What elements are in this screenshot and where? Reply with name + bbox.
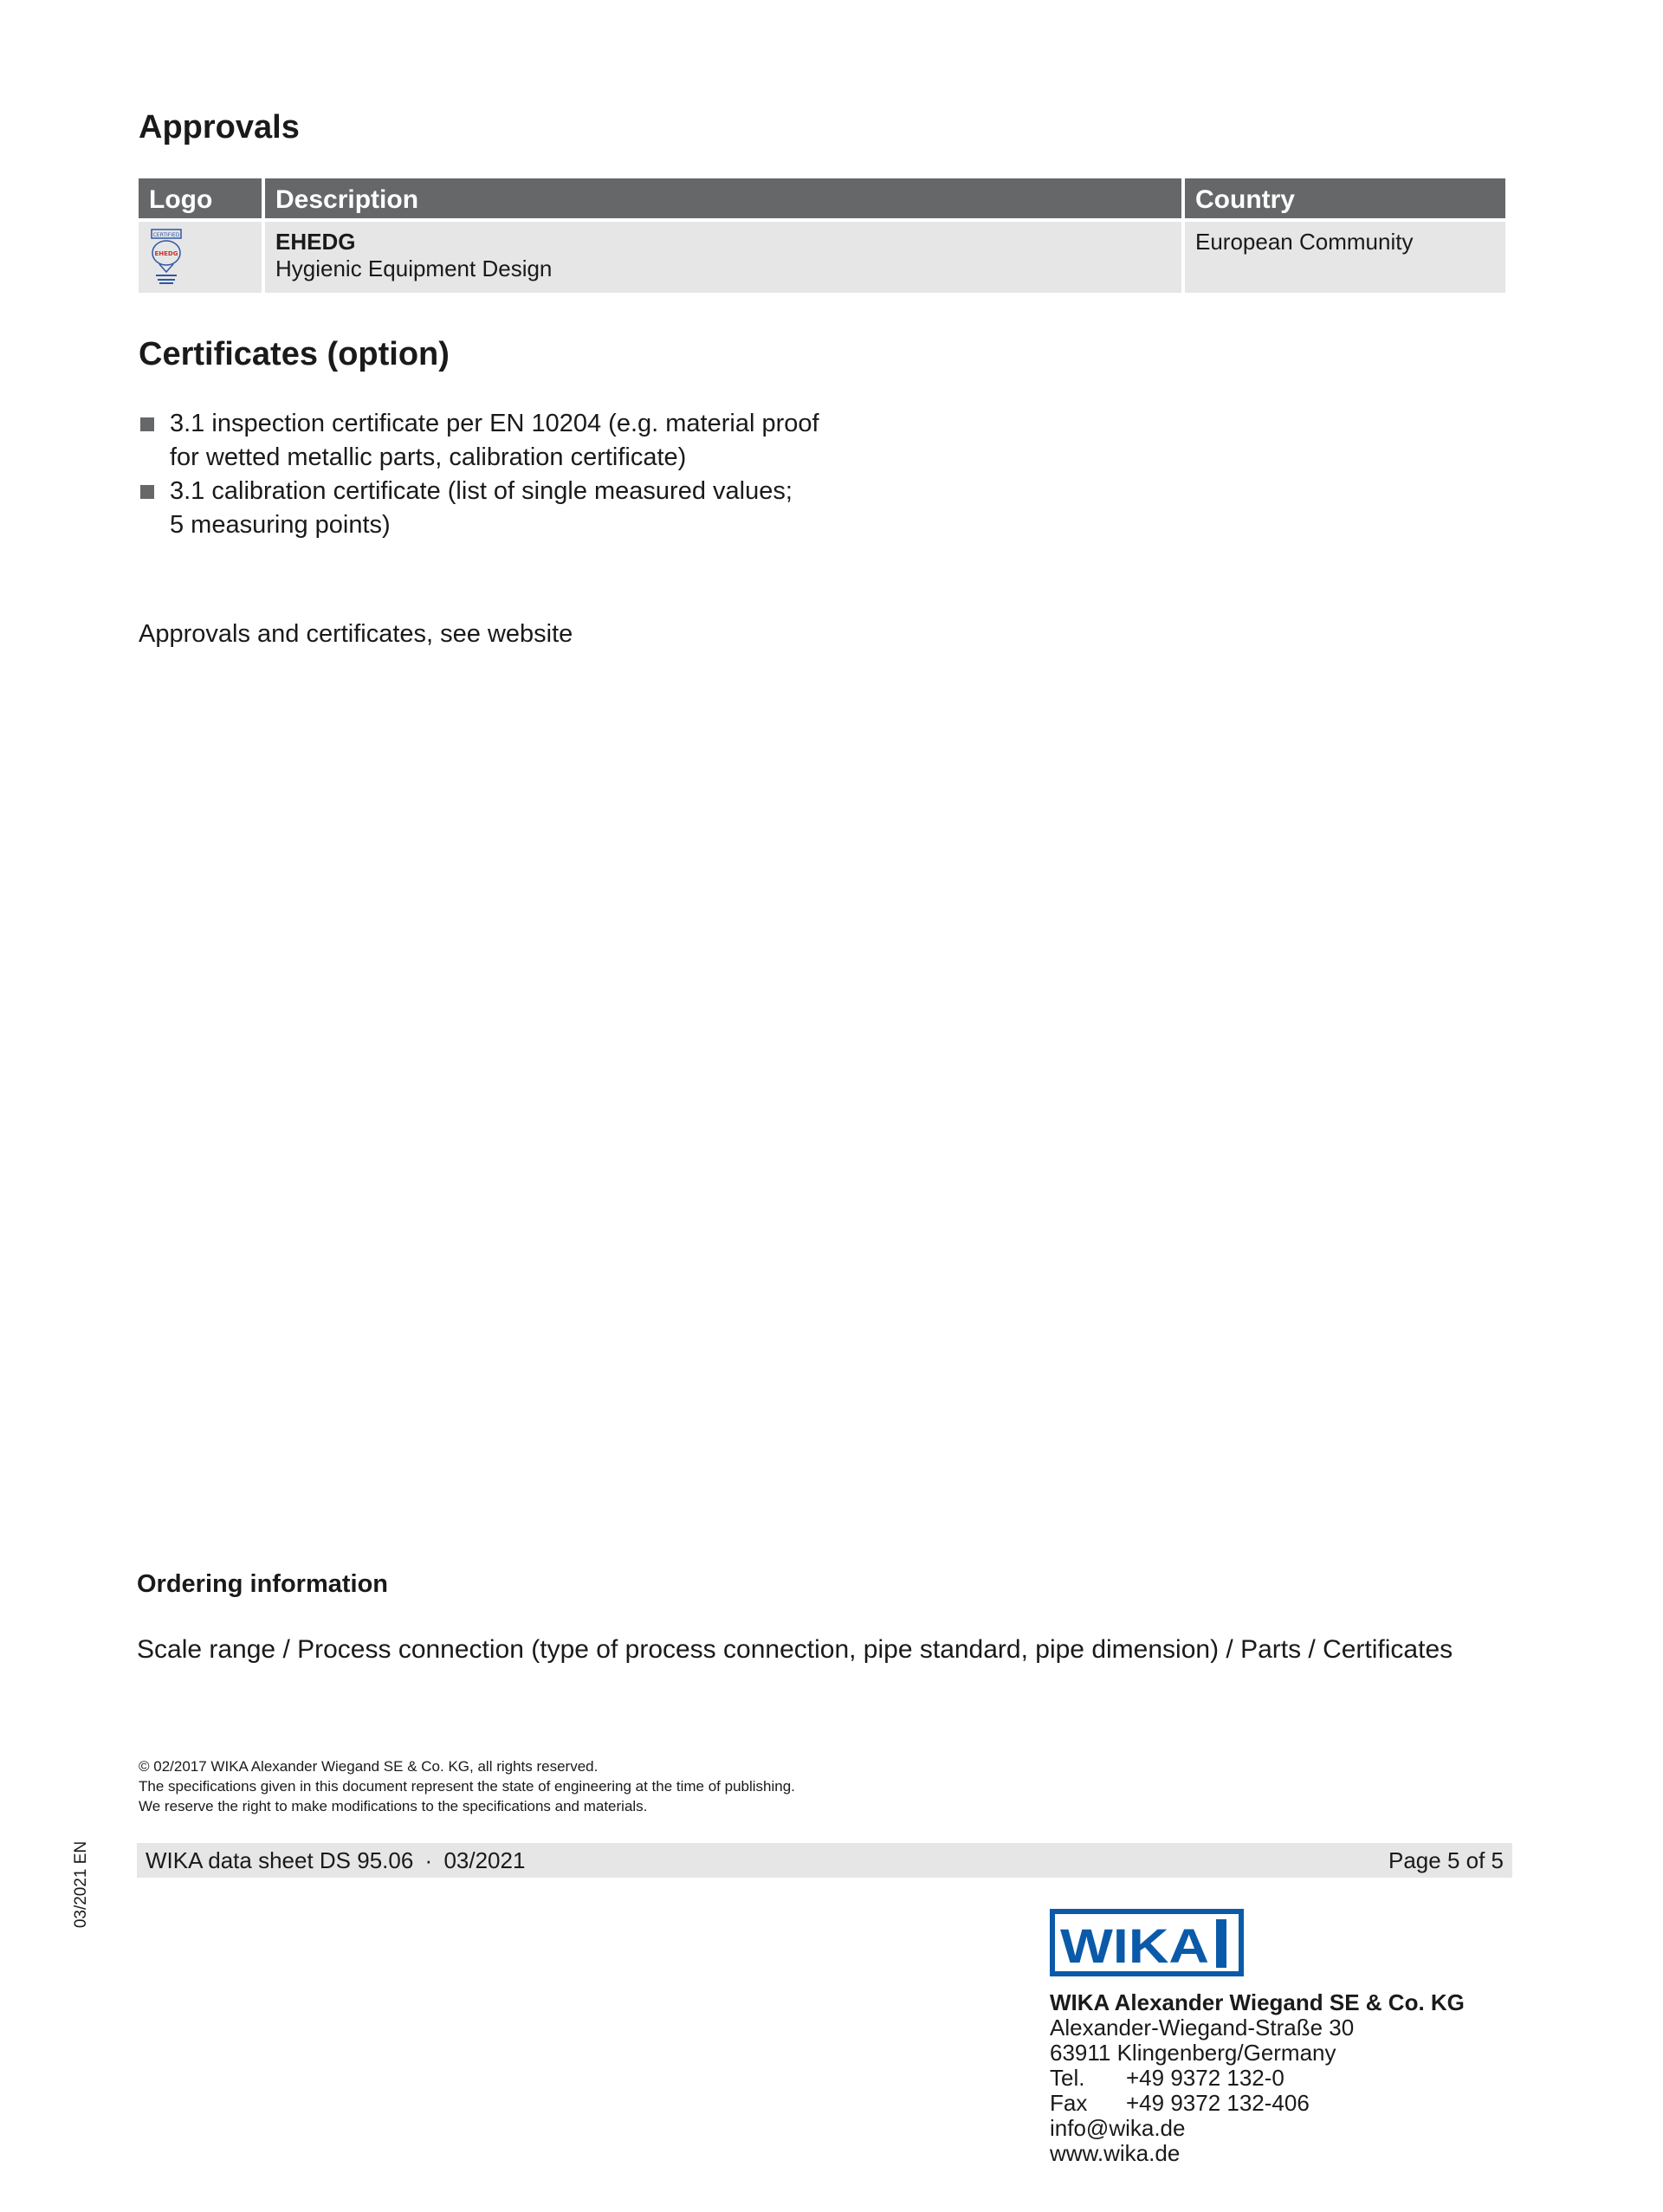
- column-header-description: Description: [265, 178, 1181, 218]
- list-item-line: 5 measuring points): [170, 511, 391, 539]
- approval-description: Hygienic Equipment Design: [275, 255, 553, 281]
- country-cell: European Community: [1185, 218, 1505, 293]
- footer-bar: [137, 1843, 1512, 1878]
- column-header-country: Country: [1185, 178, 1505, 218]
- company-fax: [1050, 2091, 1465, 2116]
- wika-logo: [1050, 1909, 1244, 1976]
- approvals-heading: Approvals: [139, 109, 300, 146]
- legal-notice: [139, 1756, 795, 1816]
- page-number: Page 5 of 5: [1388, 1847, 1504, 1873]
- logo-cell: [139, 218, 262, 293]
- table-header-row: [139, 178, 1505, 218]
- company-street: Alexander-Wiegand-Straße 30: [1050, 2015, 1355, 2041]
- square-bullet-icon: [140, 417, 154, 431]
- side-date-label: 03/2021 EN: [72, 1840, 90, 1929]
- company-website: www.wika.de: [1050, 2140, 1181, 2166]
- description-cell: [265, 218, 1181, 293]
- data-sheet-number: WIKA data sheet DS 95.06: [146, 1847, 414, 1873]
- list-item-line: for wetted metallic parts, calibration certificate): [170, 443, 687, 471]
- svg-text:WIKA: WIKA: [1060, 1918, 1209, 1973]
- table-row: [139, 218, 1505, 293]
- company-phone: [1050, 2066, 1465, 2091]
- list-item-line: 3.1 inspection certificate per EN 10204 (e.g. material proof: [170, 410, 819, 437]
- legal-line: The specifications given in this document represent the state of engineering at the time of publishing.: [139, 1778, 795, 1795]
- square-bullet-icon: [140, 485, 154, 499]
- ehedg-certified-logo-icon: [149, 229, 184, 286]
- footer-separator: ·: [424, 1847, 433, 1873]
- website-note: Approvals and certificates, see website: [139, 620, 573, 648]
- column-header-logo: Logo: [139, 178, 262, 218]
- svg-text:CERTIFIED: CERTIFIED: [152, 232, 180, 238]
- certificates-heading: Certificates (option): [139, 336, 450, 372]
- svg-text:EHEDG: EHEDG: [154, 250, 178, 257]
- ordering-heading: Ordering information: [137, 1570, 388, 1598]
- list-item: [139, 475, 918, 542]
- fax-number: +49 9372 132-406: [1126, 2090, 1310, 2116]
- list-item-line: 3.1 calibration certificate (list of single measured values;: [170, 477, 793, 505]
- fax-label: Fax: [1050, 2090, 1088, 2116]
- copyright-line: © 02/2017 WIKA Alexander Wiegand SE & Co. KG, all rights reserved.: [139, 1758, 599, 1775]
- phone-label: Tel.: [1050, 2065, 1085, 2091]
- certificates-list: [139, 407, 918, 542]
- approval-name: EHEDG: [275, 229, 356, 255]
- phone-number: +49 9372 132-0: [1126, 2065, 1284, 2091]
- company-address-block: [1050, 1990, 1465, 2166]
- company-name: WIKA Alexander Wiegand SE & Co. KG: [1050, 1989, 1465, 2015]
- ordering-text: Scale range / Process connection (type of process connection, pipe standard, pipe dimension) / Parts / Certificates: [137, 1635, 1453, 1664]
- legal-line: We reserve the right to make modifications to the specifications and materials.: [139, 1798, 648, 1814]
- company-email: info@wika.de: [1050, 2115, 1186, 2141]
- approvals-table: [135, 178, 1509, 293]
- list-item: [139, 407, 918, 475]
- footer-sheet-info: [146, 1847, 525, 1874]
- data-sheet-date: 03/2021: [443, 1847, 526, 1873]
- company-city: 63911 Klingenberg/Germany: [1050, 2040, 1336, 2066]
